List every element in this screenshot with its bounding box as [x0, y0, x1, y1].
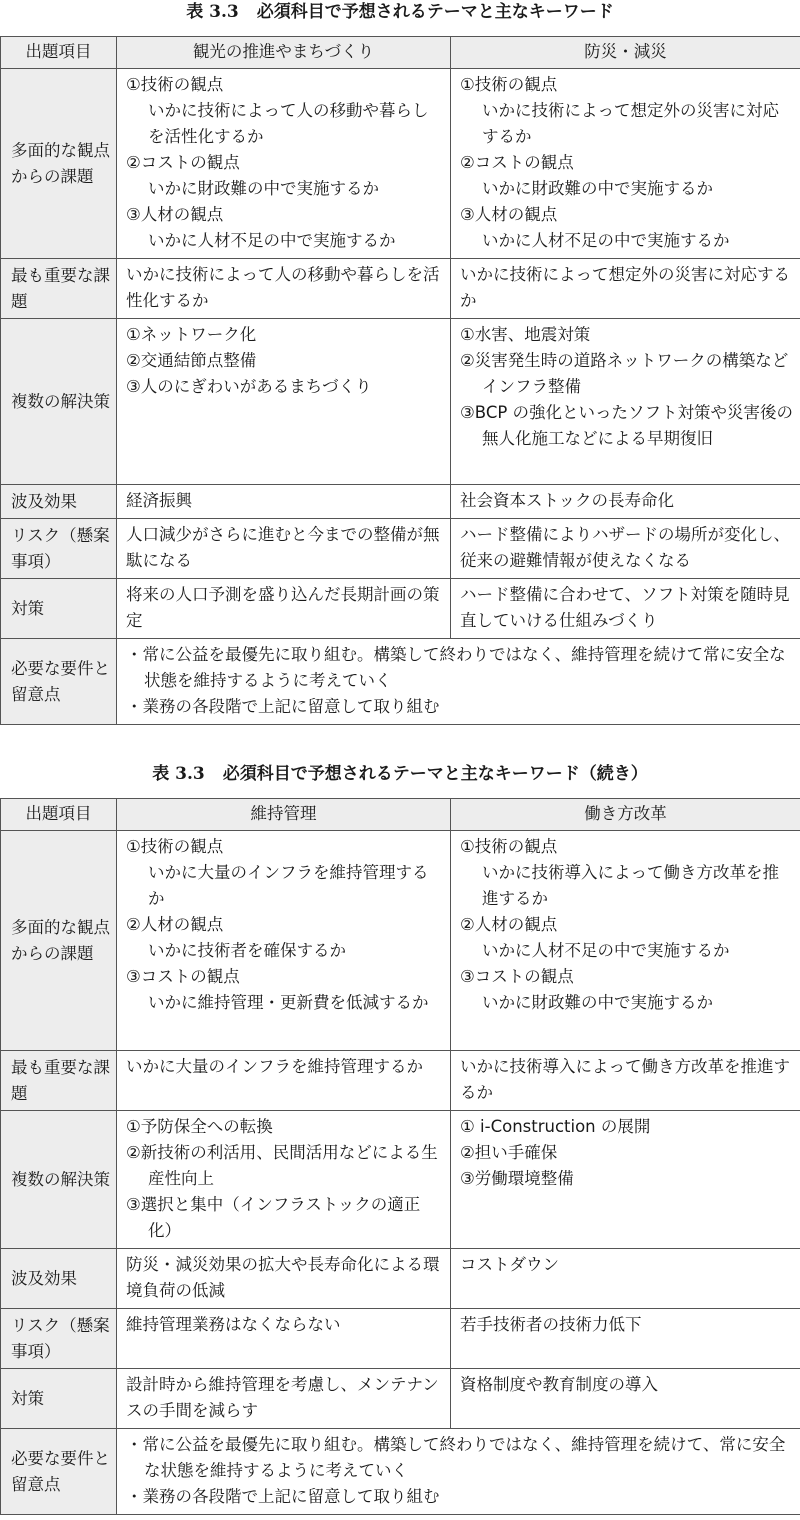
table-title: 必須科目で予想されるテーマと主なキーワード（続き）	[222, 764, 648, 784]
table-cell	[451, 319, 800, 485]
table-row	[1, 639, 800, 725]
row-label: 対策	[1, 1369, 117, 1429]
list-item: ①技術の観点	[460, 75, 558, 94]
table-row	[1, 1249, 800, 1309]
table-row	[1, 831, 800, 1051]
row-label: 多面的な観点からの課題	[1, 831, 117, 1051]
table-title: 必須科目で予想されるテーマと主なキーワード	[256, 2, 614, 22]
list-item: いかに財政難の中で実施するか	[482, 993, 713, 1012]
list-item: いかに財政難の中で実施するか	[148, 179, 379, 198]
table-cell: コストダウン	[451, 1249, 800, 1309]
table-row	[1, 519, 800, 579]
table-number: 表 3.3	[152, 764, 205, 784]
list-item: いかに人材不足の中で実施するか	[482, 231, 730, 250]
list-item: ① i-Construction の展開	[460, 1117, 651, 1136]
table-cell: いかに技術によって想定外の災害に対応するか	[451, 259, 800, 319]
row-label: 最も重要な課題	[1, 259, 117, 319]
header-theme-2: 働き方改革	[451, 799, 800, 831]
list-item: ・業務の各段階で上記に留意して取り組む	[126, 1487, 440, 1506]
table-cell: 資格制度や教育制度の導入	[451, 1369, 800, 1429]
table-row	[1, 259, 800, 319]
row-label: 複数の解決策	[1, 319, 117, 485]
row-label: リスク（懸案事項）	[1, 519, 117, 579]
row-label: 波及効果	[1, 485, 117, 519]
header-theme-1: 観光の推進やまちづくり	[117, 37, 451, 69]
list-item: ・業務の各段階で上記に留意して取り組む	[126, 697, 440, 716]
header-item: 出題項目	[1, 799, 117, 831]
list-item: ①予防保全への転換	[126, 1117, 273, 1136]
row-label: 必要な要件と留意点	[1, 639, 117, 725]
table-cell: ハード整備によりハザードの場所が変化し、従来の避難情報が使えなくなる	[451, 519, 800, 579]
list-item: ③人材の観点	[126, 205, 224, 224]
table-cell	[451, 831, 800, 1051]
list-item: いかに技術導入によって働き方改革を推進するか	[482, 863, 779, 908]
row-label: 多面的な観点からの課題	[1, 69, 117, 259]
table-cell: 若手技術者の技術力低下	[451, 1309, 800, 1369]
list-item: ②災害発生時の道路ネットワークの構築などインフラ整備	[460, 351, 789, 396]
table-caption	[0, 762, 800, 786]
list-item: ・常に公益を最優先に取り組む。構築して終わりではなく、維持管理を続けて、常に安全な状態を維持するように考えていく	[126, 1435, 786, 1480]
list-item: ①ネットワーク化	[126, 325, 257, 344]
table-row	[1, 1429, 800, 1515]
table-cell	[117, 1111, 451, 1249]
table-row	[1, 579, 800, 639]
row-label: 波及効果	[1, 1249, 117, 1309]
list-item: ②交通結節点整備	[126, 351, 257, 370]
list-item: ③労働環境整備	[460, 1169, 574, 1188]
list-item: ②人材の観点	[126, 915, 224, 934]
table-row	[1, 1051, 800, 1111]
table-cell: いかに技術によって人の移動や暮らしを活性化するか	[117, 259, 451, 319]
header-theme-1: 維持管理	[117, 799, 451, 831]
list-item: いかに大量のインフラを維持管理するか	[148, 863, 429, 908]
list-item: いかに人材不足の中で実施するか	[482, 941, 730, 960]
list-item: いかに技術者を確保するか	[148, 941, 346, 960]
list-item: ・常に公益を最優先に取り組む。構築して終わりではなく、維持管理を続けて常に安全な状態を維持するように考えていく	[126, 645, 786, 690]
list-item: ③コストの観点	[126, 967, 240, 986]
list-item: ③コストの観点	[460, 967, 574, 986]
list-item: ③BCP の強化といったソフト対策や災害後の無人化施工などによる早期復旧	[460, 403, 794, 448]
table-row	[1, 1111, 800, 1249]
list-item: ①技術の観点	[460, 837, 558, 856]
row-label: 対策	[1, 579, 117, 639]
header-theme-2: 防災・減災	[451, 37, 800, 69]
list-item: ②人材の観点	[460, 915, 558, 934]
header-item: 出題項目	[1, 37, 117, 69]
header-row	[1, 799, 800, 831]
list-item: ①水害、地震対策	[460, 325, 591, 344]
header-row	[1, 37, 800, 69]
list-item: いかに技術によって想定外の災害に対応するか	[482, 101, 779, 146]
table-cell: ハード整備に合わせて、ソフト対策を随時見直していける仕組みづくり	[451, 579, 800, 639]
table-cell: 人口減少がさらに進むと今までの整備が無駄になる	[117, 519, 451, 579]
list-item: いかに維持管理・更新費を低減するか	[148, 993, 429, 1012]
list-item: ②担い手確保	[460, 1143, 558, 1162]
table-cell: 将来の人口予測を盛り込んだ長期計画の策定	[117, 579, 451, 639]
table-row	[1, 69, 800, 259]
table-cell	[117, 639, 800, 725]
table-cell: 経済振興	[117, 485, 451, 519]
list-item: ①技術の観点	[126, 837, 224, 856]
row-label: 複数の解決策	[1, 1111, 117, 1249]
list-item: ②新技術の利活用、民間活用などによる生産性向上	[126, 1143, 438, 1188]
table-row	[1, 1369, 800, 1429]
table-cell: 防災・減災効果の拡大や長寿命化による環境負荷の低減	[117, 1249, 451, 1309]
table-cell: いかに技術導入によって働き方改革を推進するか	[451, 1051, 800, 1111]
table-row	[1, 485, 800, 519]
list-item: いかに財政難の中で実施するか	[482, 179, 713, 198]
table-cell	[451, 1111, 800, 1249]
table-number: 表 3.3	[186, 2, 239, 22]
list-item: ③人のにぎわいがあるまちづくり	[126, 377, 372, 396]
table-cell: 設計時から維持管理を考慮し、メンテナンスの手間を減らす	[117, 1369, 451, 1429]
table-cell	[451, 69, 800, 259]
table-cell	[117, 831, 451, 1051]
keyword-table	[0, 798, 800, 1515]
list-item: ①技術の観点	[126, 75, 224, 94]
table-cell: 維持管理業務はなくならない	[117, 1309, 451, 1369]
row-label: 必要な要件と留意点	[1, 1429, 117, 1515]
list-item: ②コストの観点	[460, 153, 574, 172]
row-label: リスク（懸案事項）	[1, 1309, 117, 1369]
table-caption	[0, 0, 800, 24]
table-row	[1, 1309, 800, 1369]
table-cell	[117, 1429, 800, 1515]
table-cell	[117, 319, 451, 485]
table-cell	[117, 69, 451, 259]
list-item: ②コストの観点	[126, 153, 240, 172]
list-item: いかに人材不足の中で実施するか	[148, 231, 396, 250]
row-label: 最も重要な課題	[1, 1051, 117, 1111]
table-cell: いかに大量のインフラを維持管理するか	[117, 1051, 451, 1111]
table-cell: 社会資本ストックの長寿命化	[451, 485, 800, 519]
list-item: いかに技術によって人の移動や暮らしを活性化するか	[148, 101, 429, 146]
list-item: ③人材の観点	[460, 205, 558, 224]
table-row	[1, 319, 800, 485]
list-item: ③選択と集中（インフラストックの適正化）	[126, 1195, 421, 1240]
keyword-table	[0, 36, 800, 725]
